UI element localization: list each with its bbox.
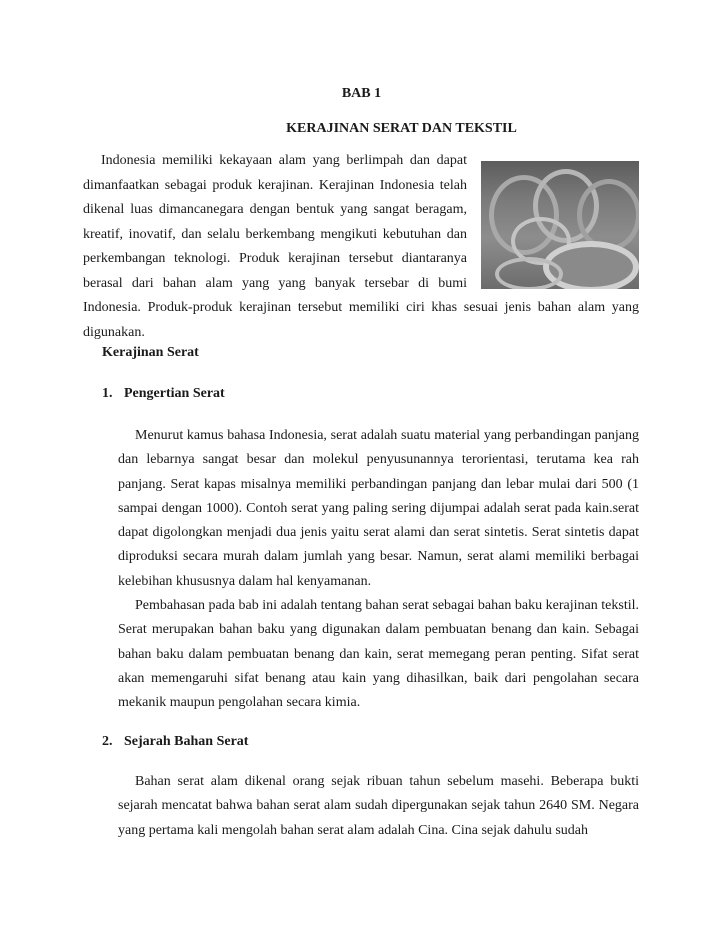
subsection-1-body <box>118 424 639 716</box>
chapter-number: BAB 1 <box>341 86 382 101</box>
section-heading: Kerajinan Serat <box>102 345 199 360</box>
paragraph: Pembahasan pada bab ini adalah tentang bahan serat sebagai bahan baku kerajinan tekstil. Serat merupakan bahan baku yang digunakan dalam pembuatan benang dan kain. Sebagai bahan baku dalam pembuatan benang dan kain, serat memegang peran penting. Sifat serat akan memengaruhi sifat benang atau kain yang dihasilkan, baik dari pengolahan secara mekanik maupun pengolahan secara kimia. <box>118 598 639 711</box>
subsection-title: Pengertian Serat <box>124 386 225 401</box>
paragraph: Bahan serat alam dikenal orang sejak ribuan tahun sebelum masehi. Beberapa bukti sejarah mencatat bahwa bahan serat alam sudah dipergunakan sejak tahun 2640 SM. Negara yang pertama kali mengolah bahan serat alam adalah Cina. Cina sejak dahulu sudah <box>118 774 639 838</box>
subsection-heading-2 <box>102 734 248 750</box>
intro-block <box>83 149 639 345</box>
subsection-heading-1 <box>102 386 225 402</box>
chapter-title: KERAJINAN SERAT DAN TEKSTIL <box>286 121 517 136</box>
subsection-number: 1. <box>102 386 113 401</box>
subsection-title: Sejarah Bahan Serat <box>124 734 249 749</box>
woven-baskets-photo <box>481 161 639 289</box>
intro-paragraph: Indonesia memiliki kekayaan alam yang berlimpah dan dapat dimanfaatkan sebagai produk kerajinan. Kerajinan Indonesia telah dikenal luas dimancanegara dengan bentuk yang sangat beragam, kreatif, inovatif, dan selalu berkembang mengikuti kebutuhan dan perkembangan teknologi. Produk kerajinan tersebut diantaranya berasal dari bahan alam yang yang banyak tersebar di bumi Indonesia. Produk-produk kerajinan tersebut memiliki ciri khas sesuai jenis bahan alam yang digunakan. <box>83 153 639 340</box>
subsection-number: 2. <box>102 734 113 749</box>
subsection-2-body <box>118 770 639 843</box>
paragraph: Menurut kamus bahasa Indonesia, serat adalah suatu material yang perbandingan panjang dan lebarnya sangat besar dan molekul penyusunannya terorientasi, terutama kea rah panjang. Serat kapas misalnya memiliki perbandingan panjang dan lebar mulai dari 500 (1 sampai dengan 1000). Contoh serat yang paling sering dijumpai adalah serat pada kain.serat dapat digolongkan menjadi dua jenis yaitu serat alami dan serat sintetis. Serat sintetis dapat diproduksi secara murah dalam jumlah yang besar. Namun, serat alami memiliki berbagai kelebihan khususnya dalam hal kenyamanan. <box>118 428 639 589</box>
